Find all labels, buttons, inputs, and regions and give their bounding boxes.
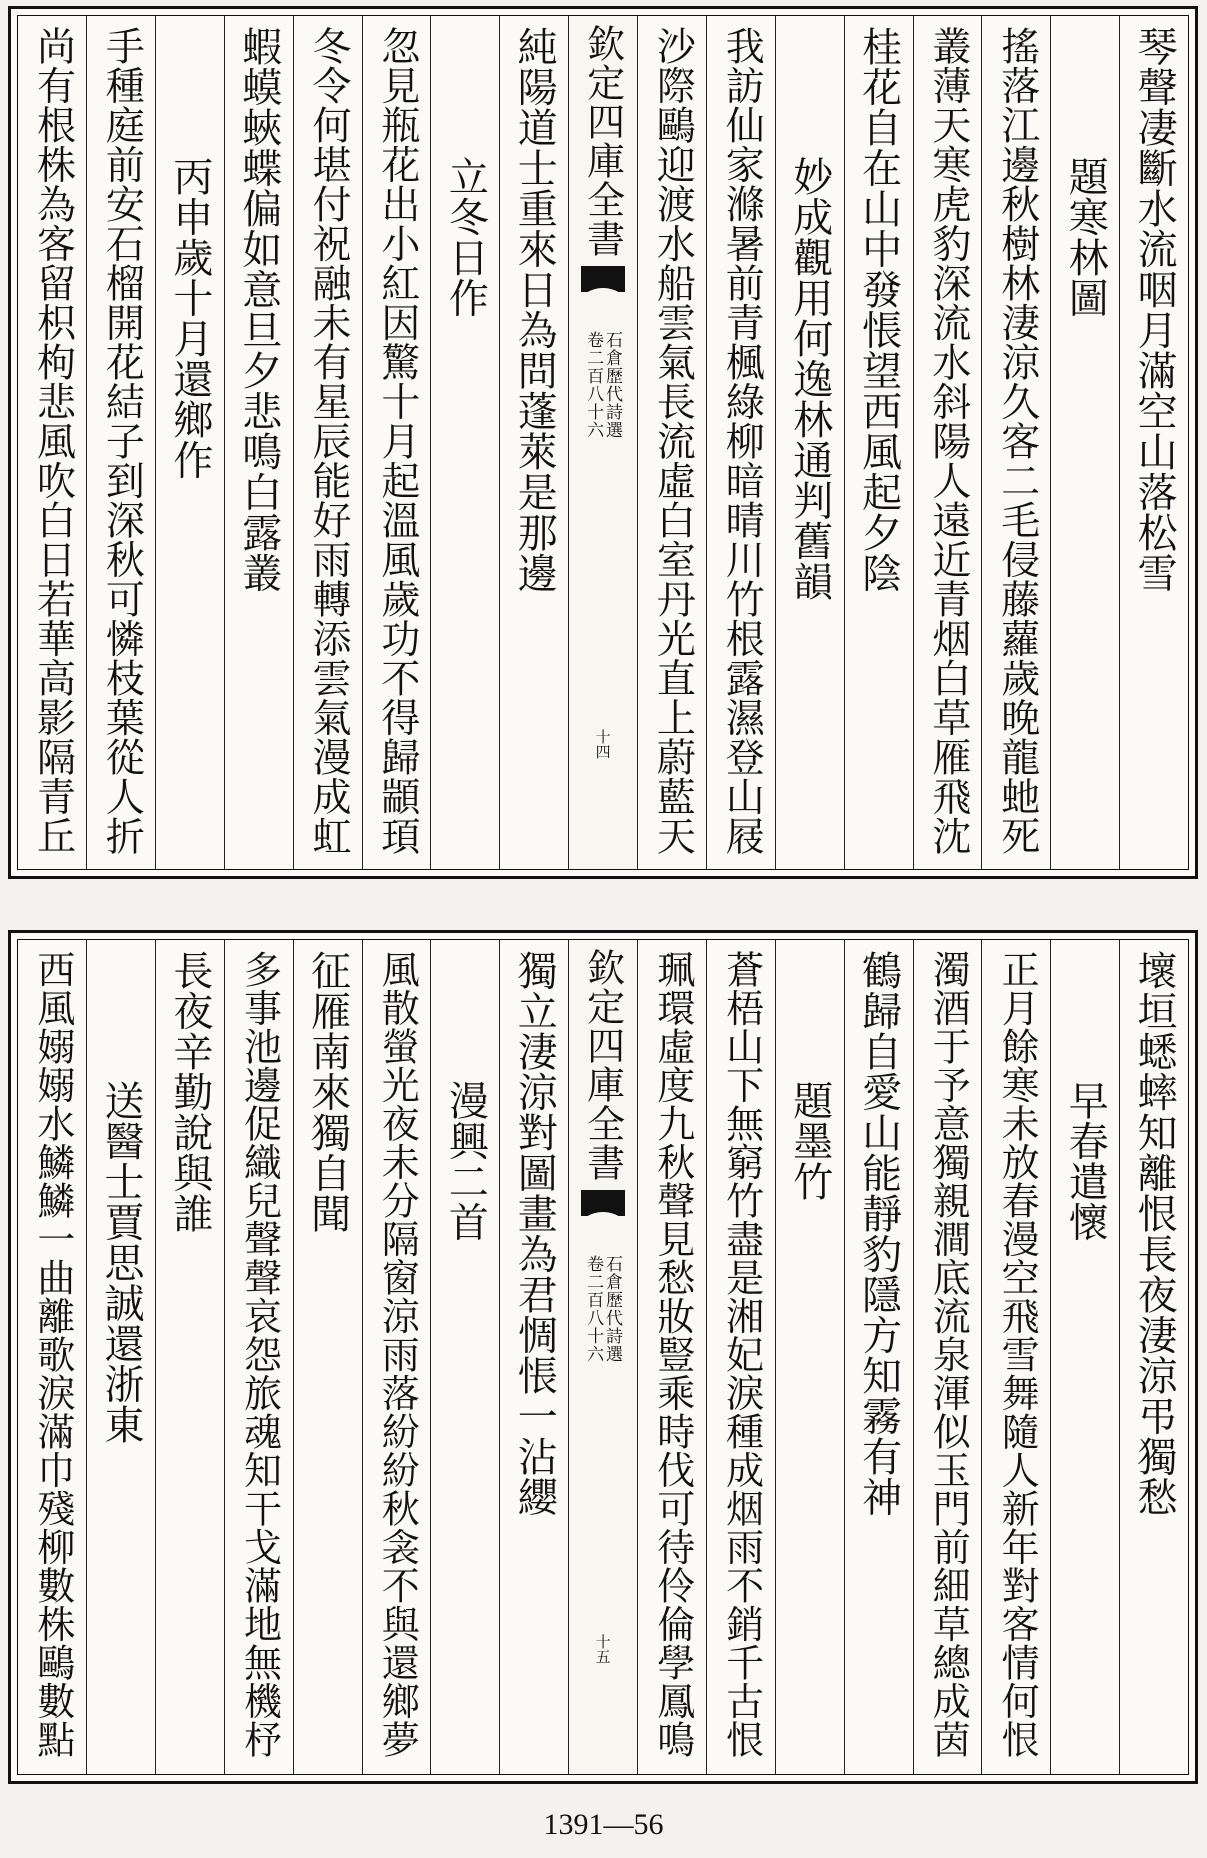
poem-line: 西風嫋嫋水鱗鱗一曲離歌淚滿巾殘柳數株鷗數點 (30, 950, 75, 1759)
text-column (1119, 940, 1188, 1774)
poem-line: 尚有根株為客留枳枸悲風吹白日若華高影隔青丘 (30, 26, 76, 856)
volume-number: 卷二百八十六 (583, 331, 604, 439)
text-column (430, 940, 499, 1774)
poem-line: 叢薄天寒虎豹深流水斜陽人遠近青烟白草雁飛沈 (925, 26, 971, 856)
text-column (844, 940, 913, 1774)
poem-title: 送醫士賈思誠還浙東 (97, 1080, 144, 1445)
text-column (155, 940, 224, 1774)
poem-title: 丙申歲十月還鄉作 (166, 156, 213, 480)
text-column (1050, 16, 1119, 869)
text-column (86, 16, 155, 869)
poem-line: 長夜辛勤說與誰 (166, 950, 213, 1234)
top-page-frame (17, 15, 1189, 870)
text-column (706, 940, 775, 1774)
poem-line: 冬令何堪付祝融未有星辰能好雨轉添雲氣漫成虹 (305, 26, 351, 856)
poem-line: 壞垣蟋蟀知離恨長夜淒涼弔獨愁 (1131, 950, 1178, 1517)
text-column (775, 16, 844, 869)
poem-title: 早春遣懷 (1062, 1080, 1109, 1242)
text-column (1119, 16, 1188, 869)
book-title: 欽定四庫全書 (580, 24, 625, 258)
poem-line: 搖落江邊秋樹林淒涼久客二毛侵藤蘿歲晚龍虵死 (994, 26, 1040, 856)
poem-title: 題墨竹 (786, 1080, 833, 1202)
poem-line: 蝦蟆蛺蝶偏如意旦夕悲鳴白露叢 (235, 26, 282, 593)
volume-number: 卷二百八十六 (583, 1255, 604, 1363)
text-column (224, 16, 293, 869)
text-column (18, 940, 86, 1774)
top-page (8, 6, 1198, 879)
text-column (224, 940, 293, 1774)
text-column (1050, 940, 1119, 1774)
poem-line: 手種庭前安石榴開花結子到深秋可憐枝葉從人折 (99, 26, 145, 856)
text-column (637, 940, 706, 1774)
poem-title: 妙成觀用何逸林通判舊韻 (786, 156, 833, 602)
text-column (499, 940, 568, 1774)
bottom-page (8, 930, 1198, 1784)
text-column (913, 940, 982, 1774)
poem-line: 純陽道士重來日為問蓬萊是那邊 (511, 26, 558, 593)
poem-line: 鶴歸自愛山能靜豹隱方知霧有神 (855, 950, 902, 1517)
poem-line: 我訪仙家滌暑前青楓綠柳暗晴川竹根露濕登山屐 (719, 26, 765, 856)
text-column (155, 16, 224, 869)
bottom-page-columns (18, 940, 1188, 1774)
poem-line: 蒼梧山下無窮竹盡是湘妃淚種成烟雨不銷千古恨 (719, 950, 764, 1759)
poem-line: 琴聲凄斷水流咽月滿空山落松雪 (1131, 26, 1178, 593)
collection-title: 石倉歷代詩選 (602, 1255, 622, 1363)
text-column (430, 16, 499, 869)
bottom-page-frame (17, 939, 1189, 1775)
poem-line: 桂花自在山中發悵望西風起夕陰 (855, 26, 902, 593)
poem-line: 沙際鷗迎渡水船雲氣長流虛白室丹光直上蔚藍天 (650, 26, 696, 856)
poem-title: 題寒林圖 (1062, 156, 1109, 318)
poem-title: 立冬日作 (442, 156, 489, 318)
text-column (775, 940, 844, 1774)
poem-line: 多事池邊促織兒聲聲哀怨旅魂知干戈滿地無機杼 (237, 950, 282, 1759)
text-column (844, 16, 913, 869)
poem-line: 獨立淒涼對圖畫為君惆悵一沾纓 (511, 950, 558, 1517)
text-column (362, 16, 431, 869)
text-column (706, 16, 775, 869)
collection-title: 石倉歷代詩選 (602, 331, 622, 439)
folio-number: 十五 (593, 1634, 612, 1664)
page-number: 1391—56 (543, 1808, 664, 1841)
poem-line: 忽見瓶花出小紅因驚十月起溫風歲功不得歸顓頊 (374, 26, 420, 856)
text-column (913, 16, 982, 869)
text-column (499, 16, 568, 869)
poem-line: 征雁南來獨自聞 (304, 950, 351, 1234)
text-column (981, 940, 1050, 1774)
text-column (637, 16, 706, 869)
poem-line: 濁酒于予意獨親澗底流泉渾似玉門前細草總成茵 (926, 950, 971, 1759)
text-column (18, 16, 86, 869)
folio-number: 十四 (593, 729, 612, 759)
fish-tail-mark (581, 1190, 625, 1216)
text-column (293, 940, 362, 1774)
text-column (362, 940, 431, 1774)
poem-title: 漫興二首 (442, 1080, 489, 1242)
book-title: 欽定四庫全書 (580, 948, 625, 1182)
text-column (981, 16, 1050, 869)
top-page-columns (18, 16, 1188, 869)
text-column (86, 940, 155, 1774)
poem-line: 正月餘寒未放春漫空飛雪舞隨人新年對客情何恨 (995, 950, 1040, 1759)
text-column (293, 16, 362, 869)
poem-line: 風散螢光夜未分隔窗涼雨落紛紛秋衾不與還鄉夢 (375, 950, 420, 1759)
poem-line: 珮環虛度九秋聲見愁妝豎乘時伐可待伶倫學鳳鳴 (650, 950, 695, 1759)
center-fold-column (568, 16, 637, 869)
fish-tail-mark (581, 266, 625, 292)
center-fold-column (568, 940, 637, 1774)
